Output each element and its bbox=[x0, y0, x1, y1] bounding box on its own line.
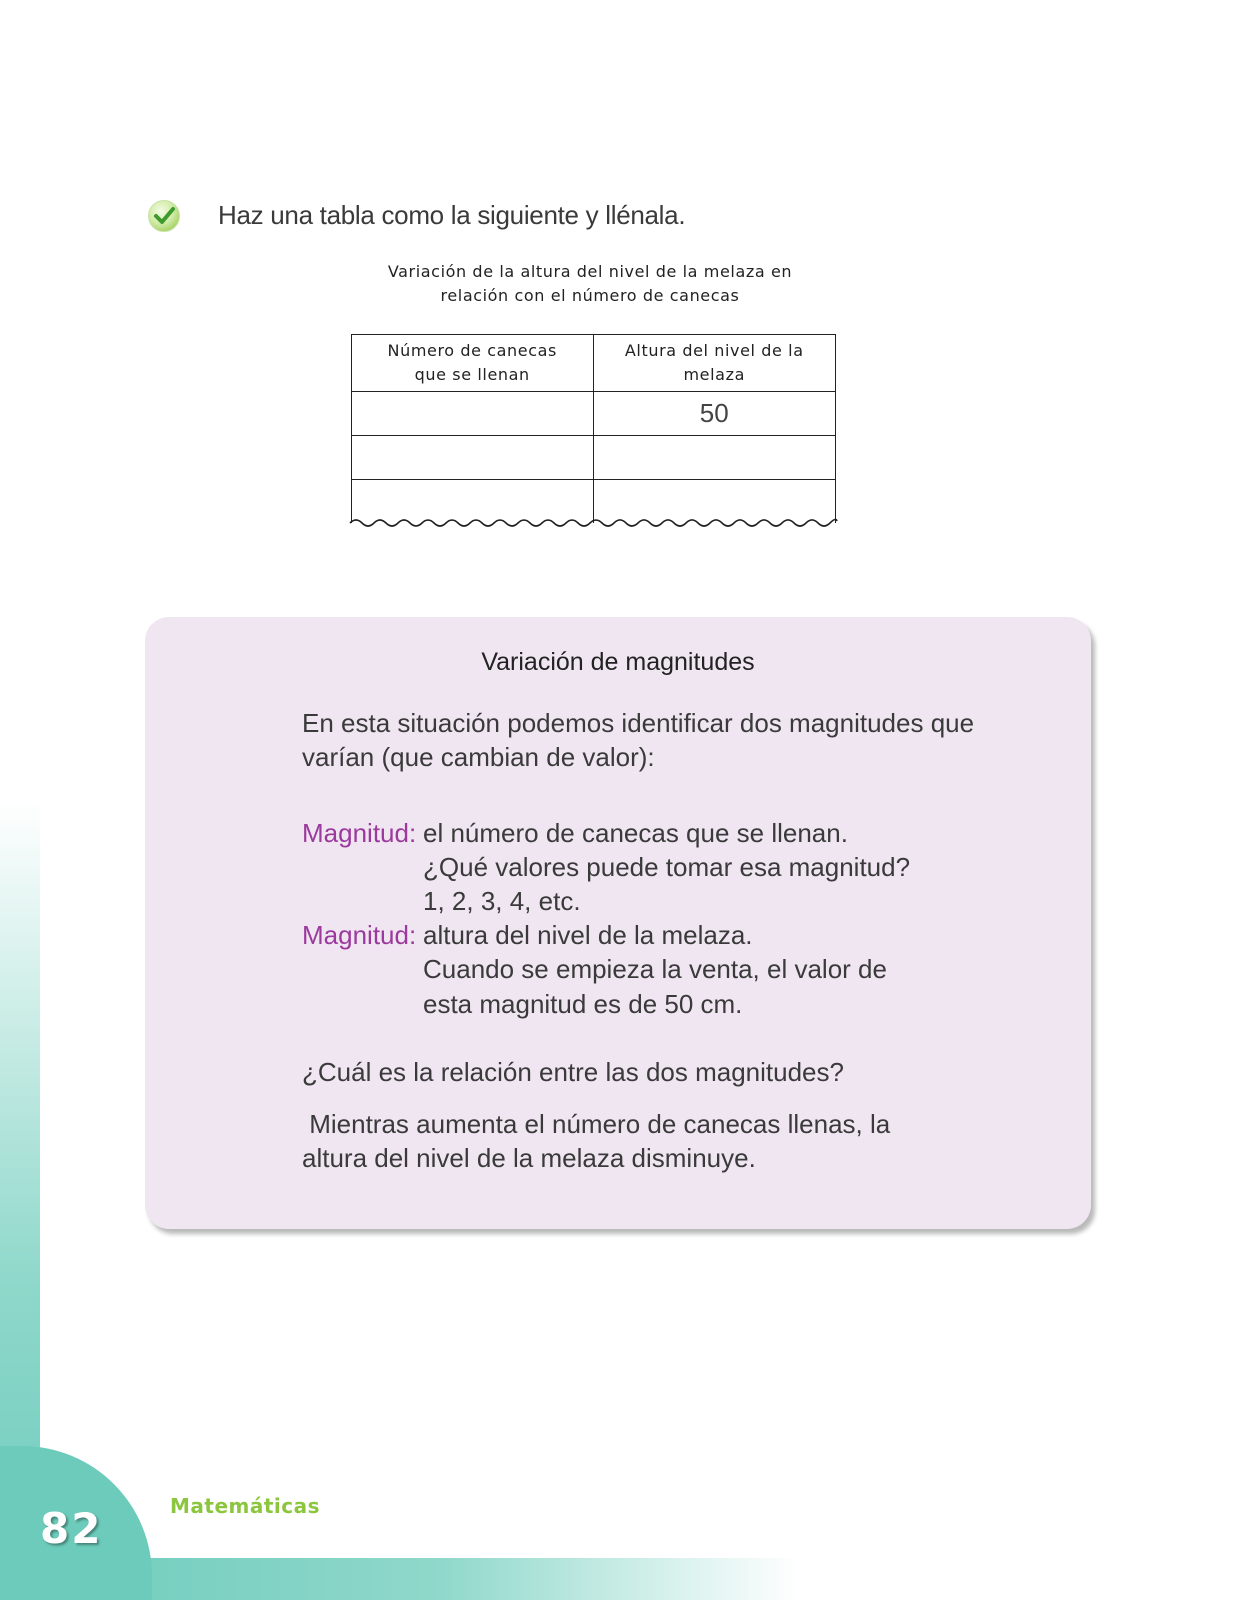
relation-question: ¿Cuál es la relación entre las dos magnitudes? bbox=[302, 1057, 844, 1087]
instruction-text: Haz una tabla como la siguiente y llénala. bbox=[218, 200, 686, 230]
magnitude1-line1: el número de canecas que se llenan. bbox=[423, 818, 848, 848]
subject-label: Matemáticas bbox=[170, 1494, 321, 1518]
table-header-row bbox=[351, 334, 836, 391]
magnitude2-line2: Cuando se empieza la venta, el valor de bbox=[423, 954, 887, 984]
intro-line1: En esta situación podemos identificar dos magnitudes que bbox=[302, 708, 975, 738]
table-torn-edge bbox=[349, 516, 838, 530]
table-cell bbox=[352, 392, 594, 435]
data-table bbox=[351, 334, 836, 523]
table-header-cell bbox=[594, 335, 836, 391]
magnitude1-line2: ¿Qué valores puede tomar esa magnitud? bbox=[423, 852, 911, 882]
magnitude1-line3: 1, 2, 3, 4, etc. bbox=[423, 886, 581, 916]
table-cell: 50 bbox=[699, 398, 729, 428]
intro-line2: varían (que cambian de valor): bbox=[302, 742, 655, 772]
header-text: Altura del nivel de la bbox=[624, 341, 804, 360]
table-caption bbox=[340, 260, 840, 308]
header-text: Número de canecas bbox=[387, 341, 557, 360]
table-row bbox=[351, 391, 836, 435]
table-row bbox=[351, 435, 836, 479]
check-icon bbox=[147, 199, 181, 233]
table-header-cell bbox=[352, 335, 594, 391]
magnitude2-line3: esta magnitud es de 50 cm. bbox=[423, 989, 743, 1019]
header-text: melaza bbox=[683, 365, 745, 384]
relation-answer-line1: Mientras aumenta el número de canecas llenas, la bbox=[302, 1109, 891, 1139]
page-number: 82 bbox=[40, 1504, 103, 1553]
table-caption-line2: relación con el número de canecas bbox=[440, 286, 740, 305]
concept-box-title: Variación de magnitudes bbox=[481, 648, 755, 676]
table-caption-line1: Variación de la altura del nivel de la melaza en bbox=[387, 262, 793, 281]
table-cell bbox=[594, 436, 836, 479]
magnitude-label: Magnitud: bbox=[302, 920, 417, 950]
magnitude2-line1: altura del nivel de la melaza. bbox=[423, 920, 753, 950]
table-cell bbox=[352, 436, 594, 479]
relation-answer-line2: altura del nivel de la melaza disminuye. bbox=[302, 1143, 756, 1173]
magnitude-label: Magnitud: bbox=[302, 818, 417, 848]
header-text: que se llenan bbox=[414, 365, 530, 384]
